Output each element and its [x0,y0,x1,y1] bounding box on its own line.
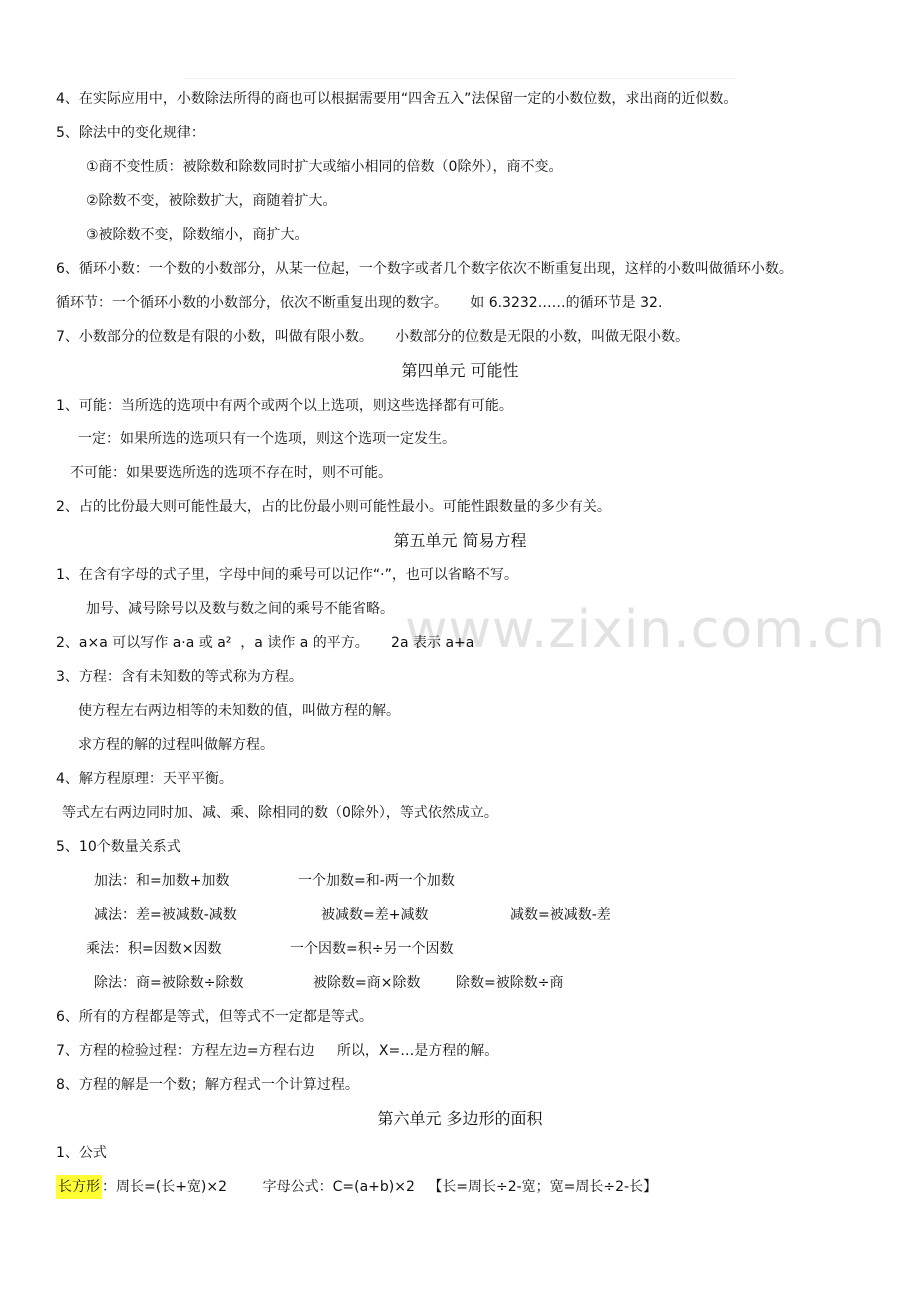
text-line: 4、解方程原理：天平平衡。 [56,771,233,787]
text-line: ①商不变性质：被除数和除数同时扩大或缩小相同的倍数（0除外），商不变。 [86,159,563,175]
relation-cell: 一个因数=积÷另一个因数 [290,941,454,957]
watermark: www.zixin.com.cn [405,600,886,660]
text-line: 循环节：一个循环小数的小数部分，依次不断重复出现的数字。 如 6.3232……的循环节是 32. [56,295,663,311]
text-line: 求方程的解的过程叫做解方程。 [78,737,274,753]
text-line: 加号、减号除号以及数与数之间的乘号不能省略。 [86,601,394,617]
text-line: 1、可能：当所选的选项中有两个或两个以上选项，则这些选择都有可能。 [56,398,513,414]
text-line: ②除数不变，被除数扩大，商随着扩大。 [86,193,337,209]
relation-cell: 乘法：积=因数×因数 [86,941,222,957]
relation-cell: 一个加数=和-两一个加数 [298,873,455,889]
text-line: 不可能：如果要选所选的选项不存在时，则不可能。 [70,465,392,481]
relation-cell: 减数=被减数-差 [510,907,611,923]
text-line: 2、占的比份最大则可能性最大，占的比份最小则可能性最小。可能性跟数量的多少有关。 [56,499,611,515]
section-heading: 第四单元 可能性 [401,361,519,380]
text-line: 使方程左右两边相等的未知数的值，叫做方程的解。 [78,703,400,719]
section-heading: 第五单元 简易方程 [393,531,527,550]
text-line: 6、循环小数：一个数的小数部分，从某一位起，一个数字或者几个数字依次不断重复出现，这样的小数叫做循环小数。 [56,261,793,277]
text-line: 1、公式 [56,1145,107,1161]
text-line: 等式左右两边同时加、减、乘、除相同的数（0除外），等式依然成立。 [62,805,498,821]
relation-cell: 除数=被除数÷商 [456,975,564,991]
formula-line [56,1177,657,1197]
relation-cell: 加法：和=加数+加数 [94,873,230,889]
text-line: 5、10个数量关系式 [56,839,181,855]
relation-cell: 被减数=差+减数 [321,907,429,923]
header-rule [185,78,735,79]
text-line: 3、方程：含有未知数的等式称为方程。 [56,669,303,685]
text-line: 8、方程的解是一个数；解方程式一个计算过程。 [56,1077,359,1093]
relation-cell: 减法：差=被减数-减数 [94,907,237,923]
text-line: 7、方程的检验过程：方程左边=方程右边 所以，X=…是方程的解。 [56,1043,499,1059]
text-line: 一定：如果所选的选项只有一个选项，则这个选项一定发生。 [78,431,456,447]
text-line: 2、a×a 可以写作 a·a 或 a² ，a 读作 a 的平方。 2a 表示 a+a [56,635,475,651]
text-line: 5、除法中的变化规律： [56,125,205,141]
text-line: ③被除数不变，除数缩小，商扩大。 [86,227,309,243]
relation-cell: 除法：商=被除数÷除数 [94,975,244,991]
highlighted-term: 长方形 [56,1175,102,1199]
formula-text: ：周长=(长+宽)×2 字母公式：C=(a+b)×2 【长=周长÷2-宽；宽=周长÷2-长】 [102,1179,658,1195]
text-line: 1、在含有字母的式子里，字母中间的乘号可以记作“·”，也可以省略不写。 [56,567,518,583]
text-line: 7、小数部分的位数是有限的小数，叫做有限小数。 小数部分的位数是无限的小数，叫做无限小数。 [56,329,690,345]
text-line: 6、所有的方程都是等式，但等式不一定都是等式。 [56,1009,373,1025]
text-line: 4、在实际应用中，小数除法所得的商也可以根据需要用“四舍五入”法保留一定的小数位数，求出商的近似数。 [56,91,738,107]
relation-cell: 被除数=商×除数 [313,975,421,991]
section-heading: 第六单元 多边形的面积 [377,1109,543,1128]
